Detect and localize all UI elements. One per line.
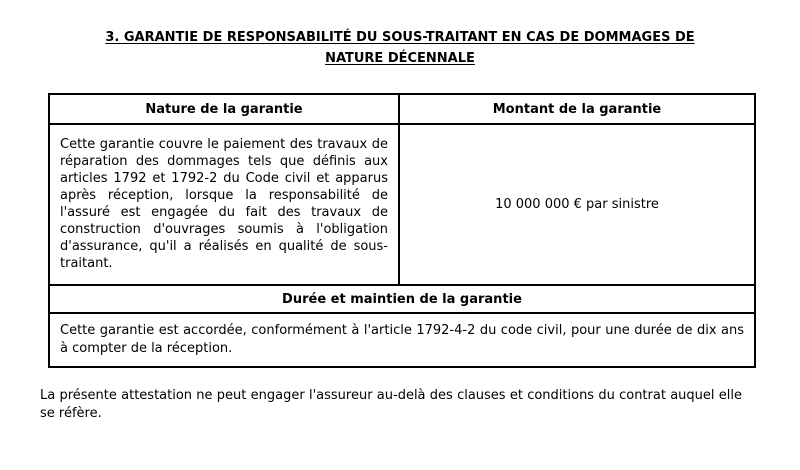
- document-title-line-2: [0, 48, 800, 69]
- document-title-line-2-text: NATURE DÉCENNALE: [325, 51, 475, 66]
- table-header-row: [49, 94, 755, 124]
- table-body-row: [49, 124, 755, 285]
- duration-header-row: [49, 285, 755, 313]
- duration-description-cell: Cette garantie est accordée, conformément à l'article 1792-4-2 du code civil, pour une durée de dix ans à compter de la réception.: [49, 313, 755, 367]
- nature-description-cell: Cette garantie couvre le paiement des travaux de réparation des dommages tels que définis aux articles 1792 et 1792-2 du Code civil et apparus après réception, lorsque la responsabilité de l'assuré est engagée du fait des travaux de construction d'ouvrages soumis à l'obligation d'assurance, qu'il a réalisés en qualité de sous-traitant.: [49, 124, 399, 285]
- document-title-line-1: [0, 27, 800, 48]
- duration-section-header: Durée et maintien de la garantie: [49, 285, 755, 313]
- column-header-nature: Nature de la garantie: [49, 94, 399, 124]
- document-title-line-1-text: 3. GARANTIE DE RESPONSABILITÉ DU SOUS-TRAITANT EN CAS DE DOMMAGES DE: [105, 30, 695, 45]
- document-title: [0, 27, 800, 69]
- duration-body-row: [49, 313, 755, 367]
- guarantee-table: [48, 93, 756, 368]
- montant-value-cell: 10 000 000 € par sinistre: [399, 124, 755, 285]
- footer-disclaimer: La présente attestation ne peut engager l'assureur au-delà des clauses et conditions du contrat auquel elle se réfère.: [40, 388, 742, 421]
- column-header-montant: Montant de la garantie: [399, 94, 755, 124]
